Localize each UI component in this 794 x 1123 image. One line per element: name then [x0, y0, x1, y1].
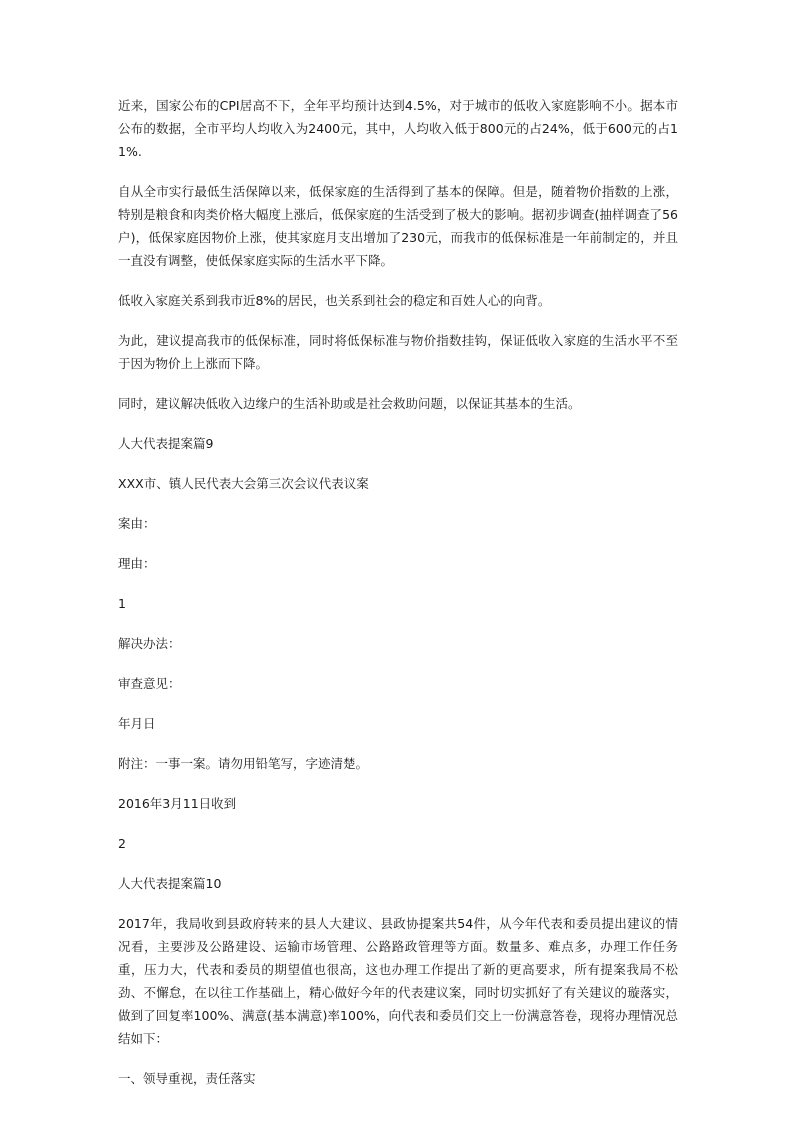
- received-date: 2016年3月11日收到: [118, 796, 237, 811]
- subheading-leadership: 一、领导重视，责任落实: [118, 1071, 256, 1086]
- label-date: 年月日: [118, 716, 156, 731]
- form-title: XXX市、镇人民代表大会第三次会议代表议案: [118, 476, 369, 491]
- paragraph-cpi: 近来，国家公布的CPI居高不下，全年平均预计达到4.5%，对于城市的低收入家庭影响不小。据本市公布的数据，全市平均人均收入为2400元，其中，人均收入低于800元的占24%，低于600元的占11%.: [118, 98, 678, 159]
- section9-title: 人大代表提案篇9: [118, 436, 214, 451]
- document-page: [118, 94, 678, 1107]
- paragraph-stability: 低收入家庭关系到我市近8%的居民，也关系到社会的稳定和百姓人心的向背。: [118, 293, 551, 308]
- paragraph-proposal: 为此，建议提高我市的低保标准，同时将低保标准与物价指数挂钩，保证低收入家庭的生活水平不至于因为物价上上涨而下降。: [118, 333, 678, 371]
- label-review: 审查意见：: [118, 676, 181, 691]
- paragraph-low-income-security: 自从全市实行最低生活保障以来，低保家庭的生活得到了基本的保障。但是，随着物价指数的上涨，特别是粮食和肉类价格大幅度上涨后，低保家庭的生活受到了极大的影响。据初步调查(抽样调查了56户)，低保家庭因物价上涨，使其家庭月支出增加了230元，而我市的低保标准是一年前制定的，并且一直没有调整，使低保家庭实际的生活水平下降。: [118, 184, 678, 268]
- label-case: 案由：: [118, 516, 156, 531]
- label-reason: 理由：: [118, 556, 156, 571]
- form-note: 附注：一事一案。请勿用铅笔写，字迹清楚。: [118, 756, 369, 771]
- paragraph-subsidy: 同时，建议解决低收入边缘户的生活补助或是社会救助问题，以保证其基本的生活。: [118, 396, 581, 411]
- section10-title: 人大代表提案篇10: [118, 876, 222, 891]
- page-number-2: 2: [118, 836, 126, 851]
- page-number-1: 1: [118, 596, 126, 611]
- label-solution: 解决办法：: [118, 636, 181, 651]
- paragraph-2017-summary: 2017年，我局收到县政府转来的县人大建议、县政协提案共54件，从今年代表和委员提出建议的情况看，主要涉及公路建设、运输市场管理、公路路政管理等方面。数量多、难点多，办理工作任务重，压力大，代表和委员的期望值也很高，这也办理工作提出了新的更高要求，所有提案我局不松劲、不懈怠，在以往工作基础上，精心做好今年的代表建议案，同时切实抓好了有关建议的璇落实，做到了回复率100%、满意(基本满意)率100%，向代表和委员们交上一份满意答卷，现将办理情况总结如下：: [118, 916, 678, 1046]
